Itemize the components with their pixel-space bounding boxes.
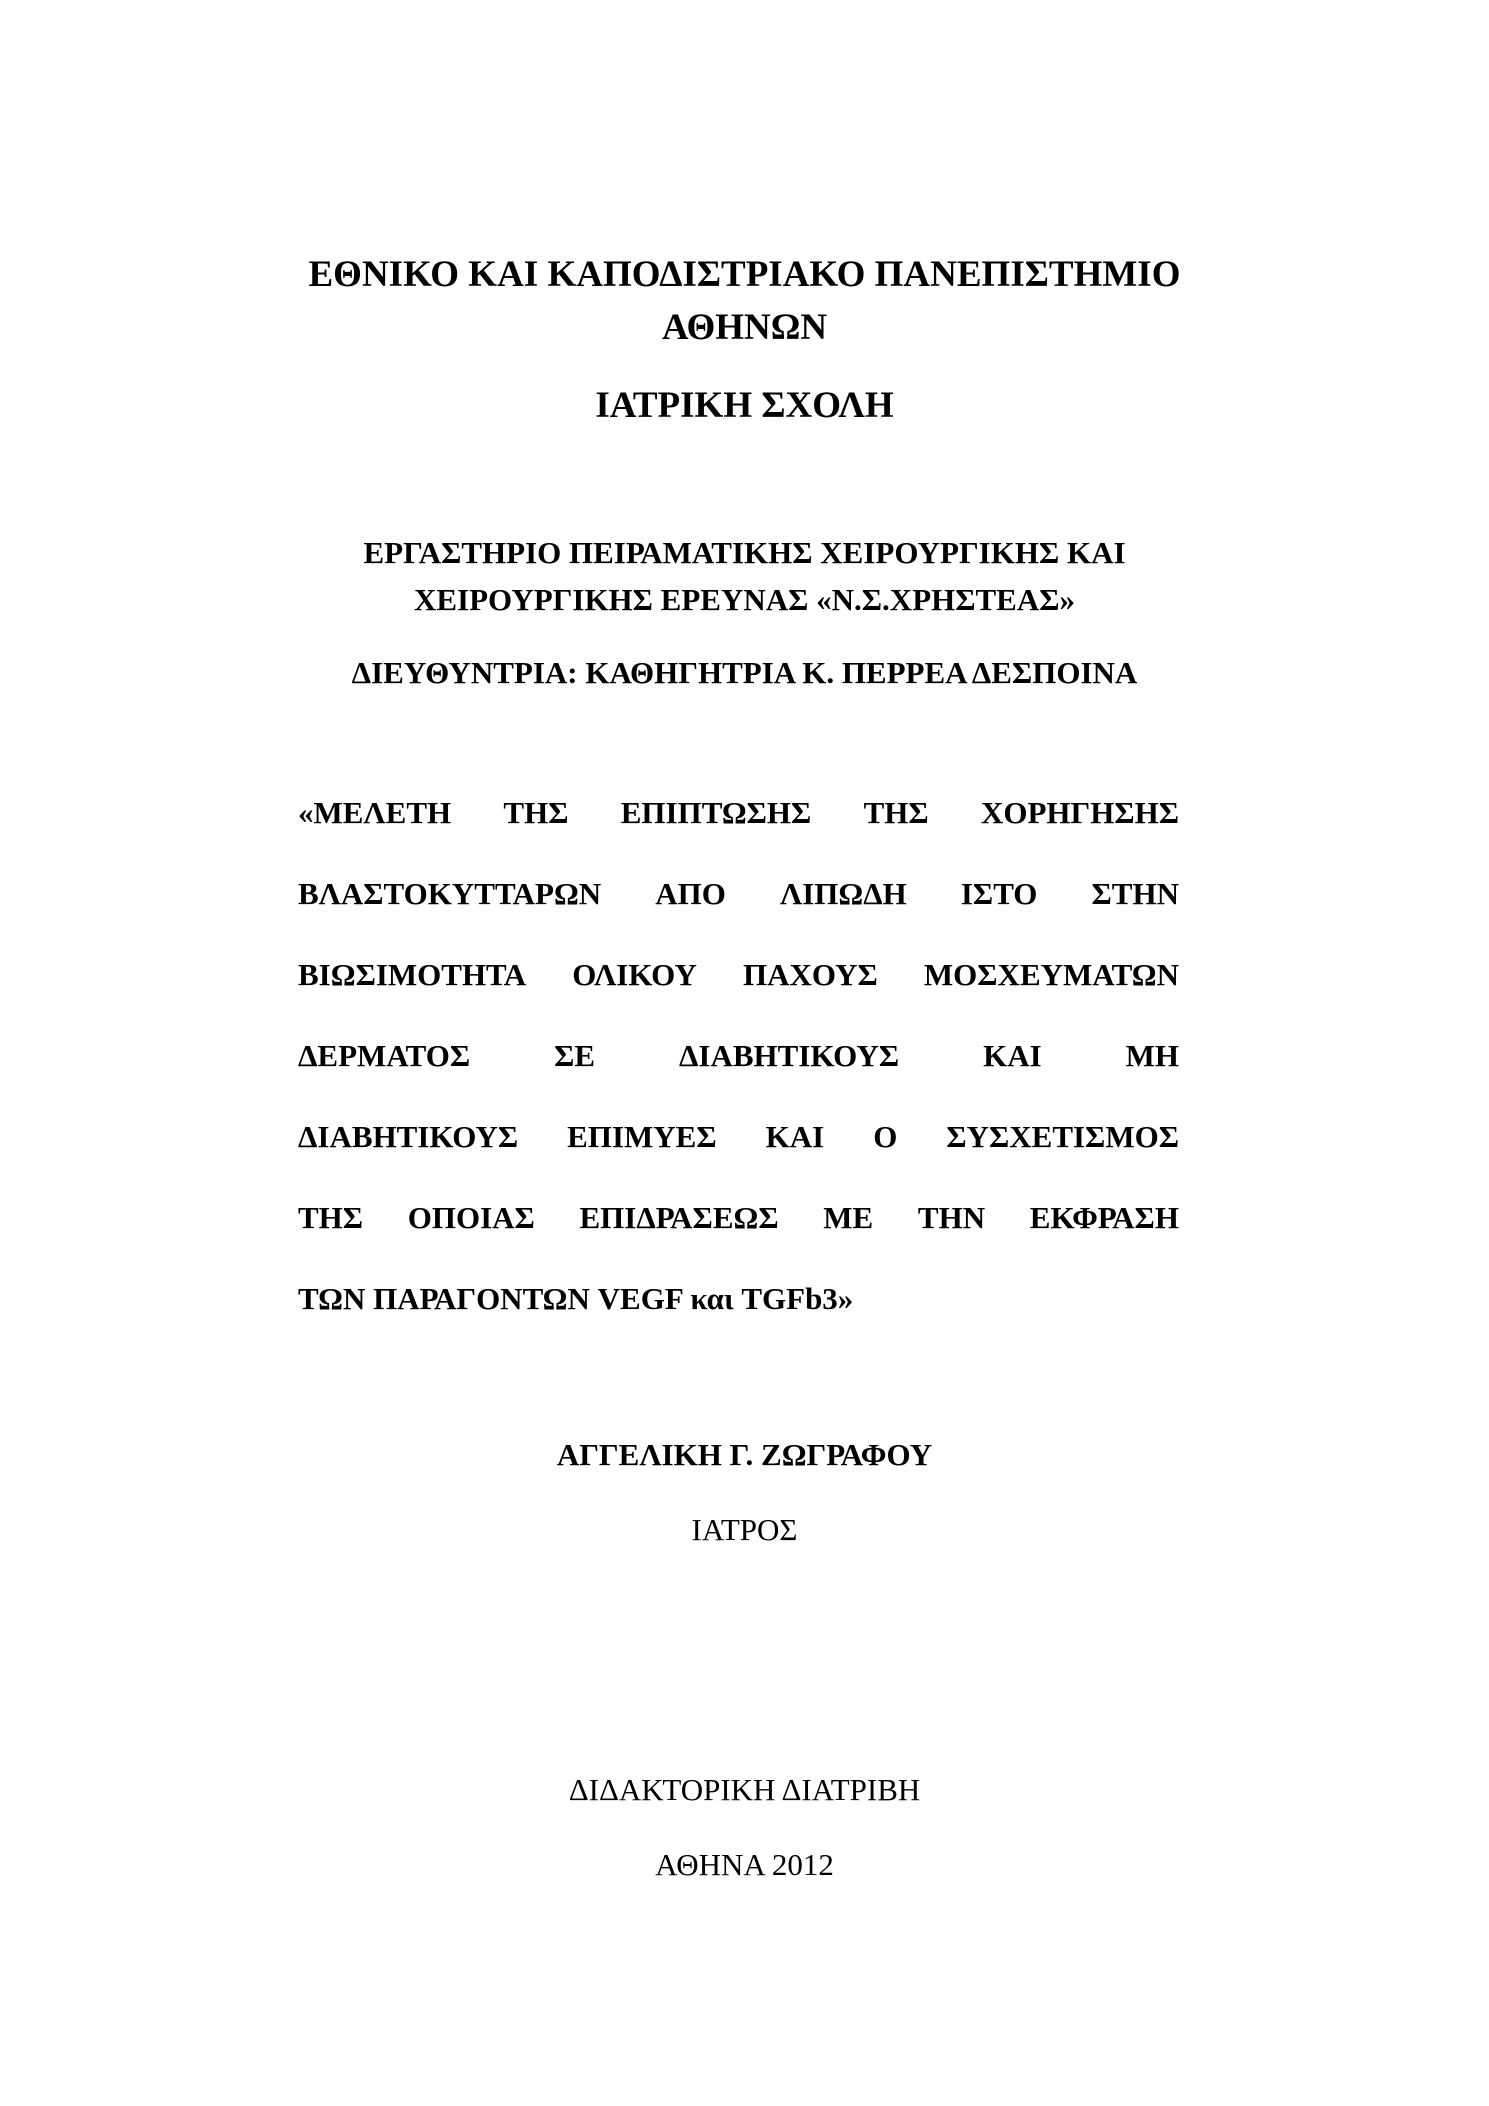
thesis-title-line: ΤΩΝ ΠΑΡΑΓΟΝΤΩΝ VEGF και TGFb3» <box>298 1281 854 1316</box>
school-name: ΙΑΤΡΙΚΗ ΣΧΟΛΗ <box>595 385 894 426</box>
laboratory-name-line2: ΧΕΙΡΟΥΡΓΙΚΗΣ ΕΡΕΥΝΑΣ «Ν.Σ.ΧΡΗΣΤΕΑΣ» <box>413 582 1076 617</box>
laboratory-director: ΔΙΕΥΘΥΝΤΡΙΑ: ΚΑΘΗΓΗΤΡΙΑ Κ. ΠΕΡΡΕΑ ΔΕΣΠΟΙΝΑ <box>351 655 1138 690</box>
author-name: ΑΓΓΕΛΙΚΗ Γ. ΖΩΓΡΑΦΟΥ <box>556 1437 933 1472</box>
university-name-line1: ΕΘΝΙΚΟ ΚΑΙ ΚΑΠΟΔΙΣΤΡΙΑΚΟ ΠΑΝΕΠΙΣΤΗΜΙΟ <box>308 254 1181 295</box>
place-and-year: ΑΘΗΝΑ 2012 <box>655 1847 834 1882</box>
thesis-title-line: «ΜΕΛΕΤΗ ΤΗΣ ΕΠΙΠΤΩΣΗΣ ΤΗΣ ΧΟΡΗΓΗΣΗΣ <box>298 795 1179 830</box>
author-profession: ΙΑΤΡΟΣ <box>691 1512 798 1547</box>
laboratory-name-line1: ΕΡΓΑΣΤΗΡΙΟ ΠΕΙΡΑΜΑΤΙΚΗΣ ΧΕΙΡΟΥΡΓΙΚΗΣ ΚΑΙ <box>363 535 1126 570</box>
thesis-title-line: ΤΗΣ ΟΠΟΙΑΣ ΕΠΙΔΡΑΣΕΩΣ ΜΕ ΤΗΝ ΕΚΦΡΑΣΗ <box>298 1200 1179 1235</box>
thesis-title-line: ΔΕΡΜΑΤΟΣ ΣΕ ΔΙΑΒΗΤΙΚΟΥΣ ΚΑΙ ΜΗ <box>298 1038 1179 1073</box>
university-name-line2: ΑΘΗΝΩΝ <box>661 307 828 348</box>
thesis-title-line: ΔΙΑΒΗΤΙΚΟΥΣ ΕΠΙΜΥΕΣ ΚΑΙ Ο ΣΥΣΧΕΤΙΣΜΟΣ <box>298 1119 1179 1154</box>
thesis-title-line: ΒΙΩΣΙΜΟΤΗΤΑ ΟΛΙΚΟΥ ΠΑΧΟΥΣ ΜΟΣΧΕΥΜΑΤΩΝ <box>298 957 1179 992</box>
thesis-title-line: ΒΛΑΣΤΟΚΥΤΤΑΡΩΝ ΑΠΟ ΛΙΠΩΔΗ ΙΣΤΟ ΣΤΗΝ <box>298 876 1179 911</box>
document-type: ΔΙΔΑΚΤΟΡΙΚΗ ΔΙΑΤΡΙΒΗ <box>568 1772 921 1807</box>
